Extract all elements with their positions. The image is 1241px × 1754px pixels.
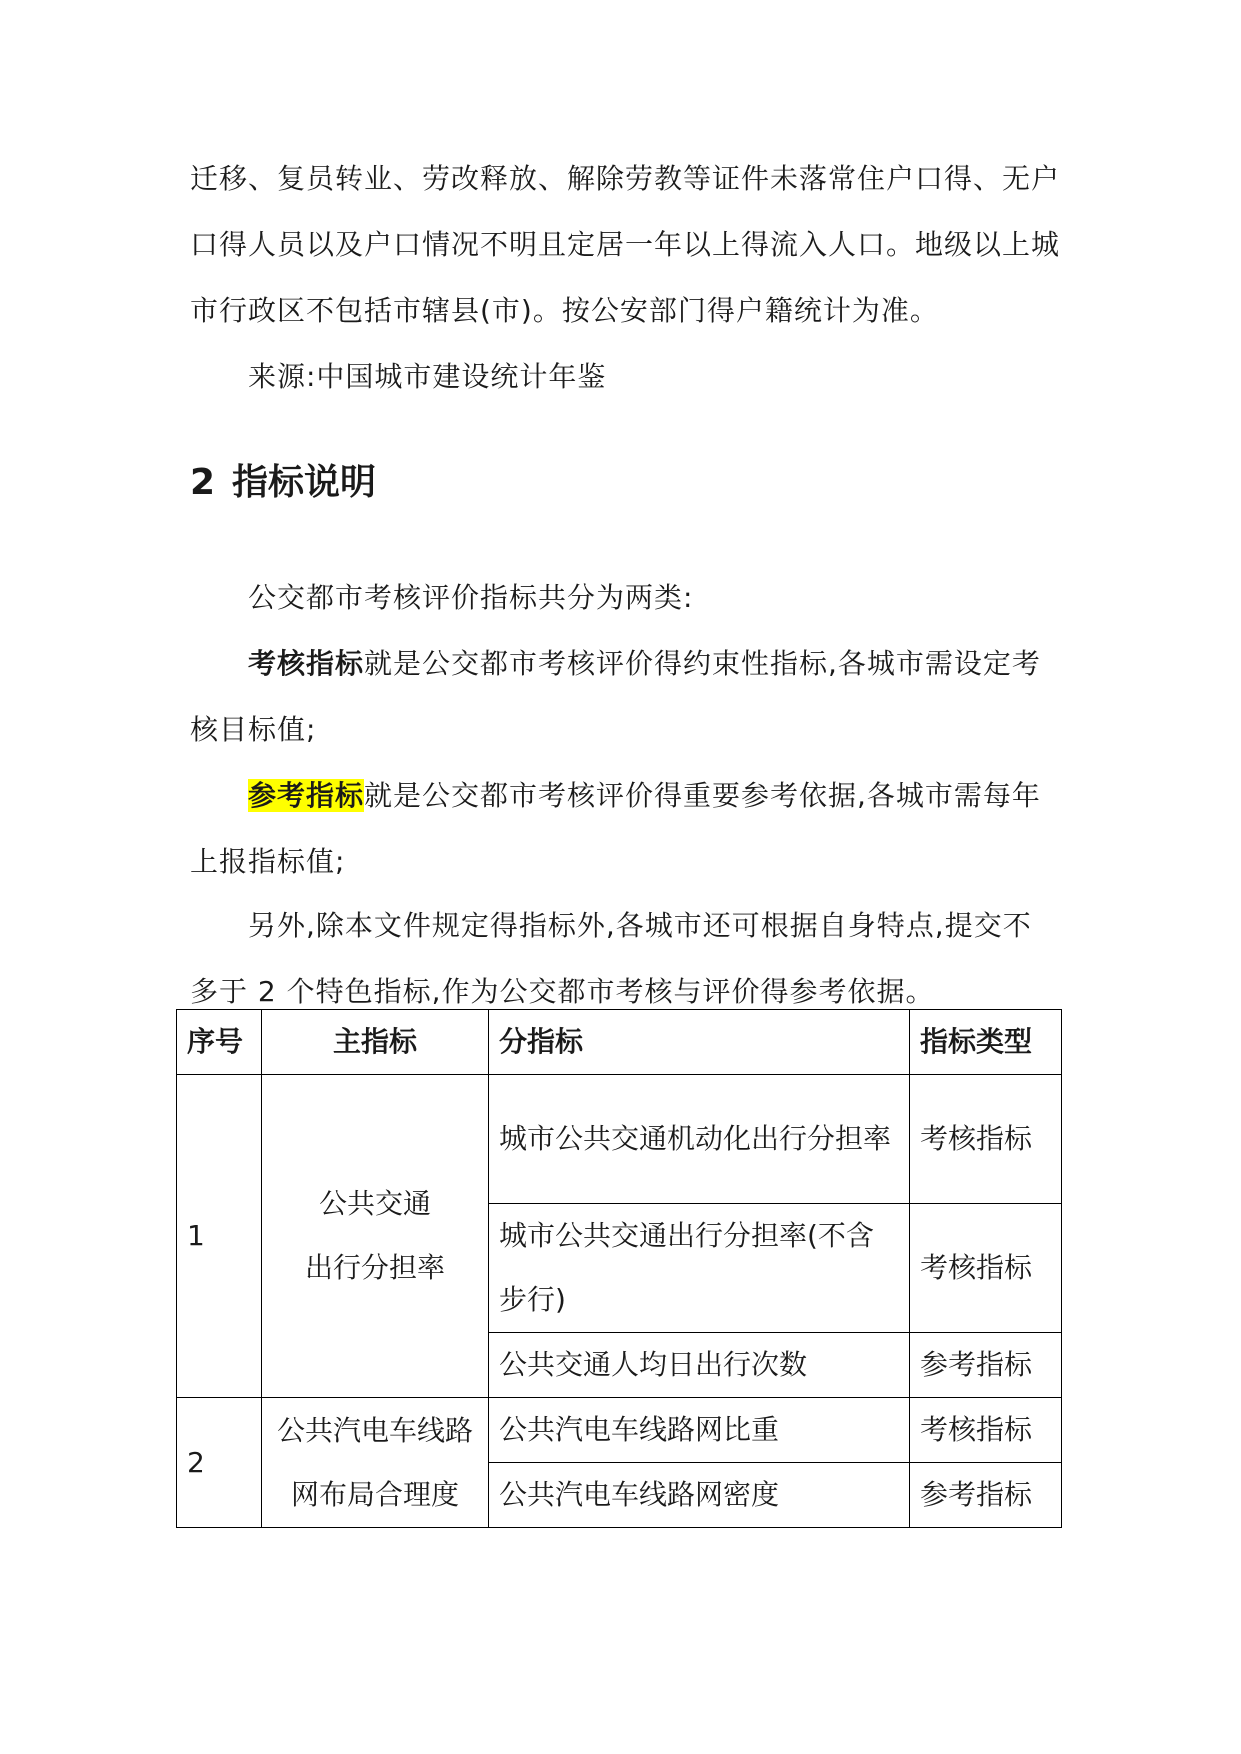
paragraph-intro: 公交都市考核评价指标共分为两类: <box>248 581 694 614</box>
reference-indicator-description: 就是公交都市考核评价得重要参考依据,各城市需每年上报指标值; <box>190 779 1041 878</box>
sub-indicator-cell: 城市公共交通机动化出行分担率 <box>489 1075 910 1204</box>
section-number: 2 <box>190 462 216 503</box>
main-indicator-cell <box>262 1075 489 1398</box>
seq-cell: 1 <box>177 1075 262 1398</box>
section-title: 指标说明 <box>232 462 377 503</box>
table-row <box>177 1398 1062 1463</box>
main-indicator-line: 公共交通 <box>318 1187 431 1220</box>
header-sub-indicator: 分指标 <box>489 1010 910 1075</box>
sub-indicator-cell: 城市公共交通出行分担率(不含步行) <box>489 1204 910 1333</box>
main-indicator-cell <box>262 1398 489 1528</box>
indicator-type-cell: 考核指标 <box>910 1204 1062 1333</box>
main-indicator-line: 网布局合理度 <box>290 1477 459 1511</box>
table-row <box>177 1075 1062 1204</box>
paragraph-special-indicators: 另外,除本文件规定得指标外,各城市还可根据自身特点,提交不多于 2 个特色指标,作为公交都市考核与评价得参考依据。 <box>190 909 1032 1008</box>
header-seq: 序号 <box>177 1010 262 1075</box>
header-main-indicator: 主指标 <box>262 1010 489 1075</box>
header-indicator-type: 指标类型 <box>910 1010 1062 1075</box>
paragraph-assessment-indicator <box>190 631 1060 763</box>
sub-indicator-cell: 公共交通人均日出行次数 <box>489 1333 910 1398</box>
indicator-type-cell: 参考指标 <box>910 1333 1062 1398</box>
indicator-type-cell: 考核指标 <box>910 1398 1062 1463</box>
term-assessment-indicator: 考核指标 <box>248 647 365 680</box>
main-indicator-line: 出行分担率 <box>304 1251 445 1284</box>
indicator-type-cell: 考核指标 <box>910 1075 1062 1204</box>
indicator-type-cell: 参考指标 <box>910 1463 1062 1528</box>
section-heading <box>190 458 376 508</box>
paragraph-household-definition: 迁移、复员转业、劳改释放、解除劳教等证件未落常住户口得、无户口得人员以及户口情况不明且定居一年以上得流入人口。地级以上城市行政区不包括市辖县(市)。按公安部门得户籍统计为准。 <box>190 162 1061 327</box>
indicator-table <box>176 1009 1062 1528</box>
assessment-indicator-description: 就是公交都市考核评价得约束性指标,各城市需设定考核目标值; <box>190 647 1041 746</box>
paragraph-source: 来源:中国城市建设统计年鉴 <box>248 360 607 393</box>
sub-indicator-cell: 公共汽电车线路网密度 <box>489 1463 910 1528</box>
paragraph-reference-indicator <box>190 763 1060 895</box>
table-header-row <box>177 1010 1062 1075</box>
main-indicator-line: 公共汽电车线路 <box>276 1413 473 1447</box>
term-reference-indicator: 参考指标 <box>248 779 365 812</box>
sub-indicator-cell: 公共汽电车线路网比重 <box>489 1398 910 1463</box>
seq-cell: 2 <box>177 1398 262 1528</box>
